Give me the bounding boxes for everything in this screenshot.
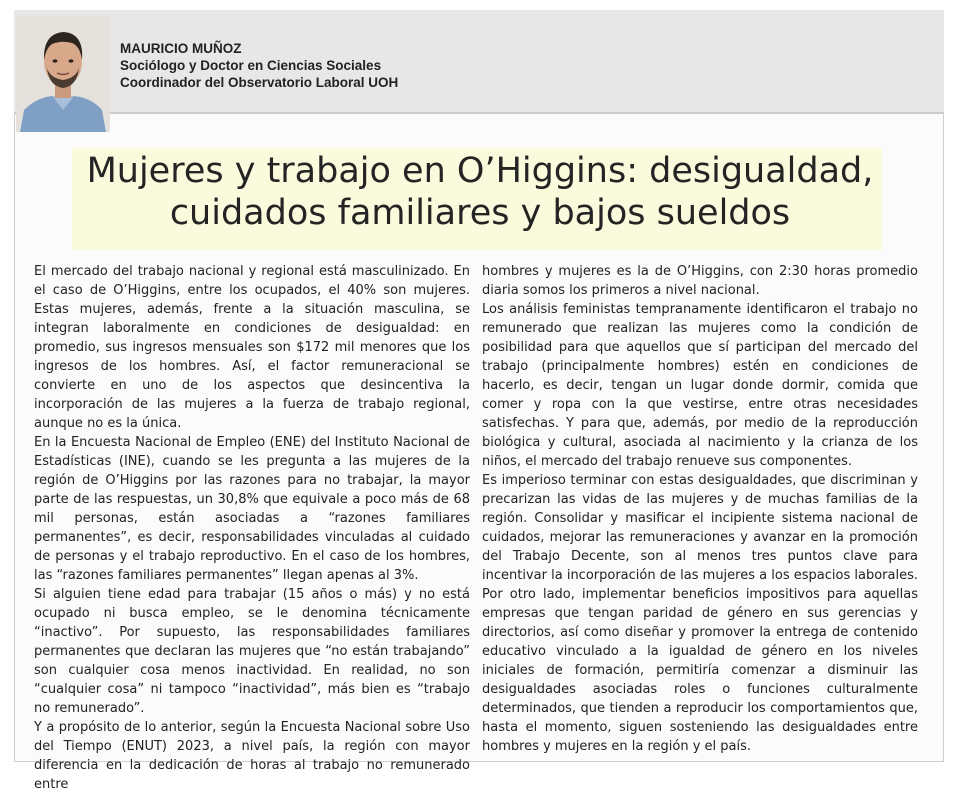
article-column-left <box>34 262 470 794</box>
headline-line-1: Mujeres y trabajo en O’Higgins: desigualdad, <box>86 151 874 191</box>
paragraph: Si alguien tiene edad para trabajar (15 años o más) y no está ocupado ni busca empleo, se le denomina técnicamente “inactivo”. Por supuesto, las responsabilidades familiares permanentes que declaran las mujeres que “no están trabajando” son cualquier cosa menos inactividad. En realidad, no son “cualquier cosa” ni tampoco “inactividad”, más bien es “trabajo no remunerado”. <box>34 587 470 716</box>
author-photo <box>16 16 110 132</box>
author-role: Coordinador del Observatorio Laboral UOH <box>120 75 399 90</box>
author-portrait-illustration <box>16 16 110 132</box>
author-byline <box>120 40 398 91</box>
paragraph: Es imperioso terminar con estas desigualdades, que discriminan y precarizan las vidas de las mujeres y de muchas familias de la región. Consolidar y masificar el incipiente sistema nacional de cuidados, mejorar las remuneraciones y avanzar en la promoción del Trabajo Decente, son al menos tres puntos clave para incentivar la incorporación de las mujeres a los espacios laborales. Por otro lado, implementar beneficios impositivos para aquellas empresas que tengan paridad de género en sus gerencias y directorios, así como diseñar y promover la entrega de contenido educativo vinculado a la igualdad de género en los niveles iniciales de formación, permitiría comenzar a disminuir las desigualdades asociadas roles o funciones culturalmente determinados, que tienden a reproducir los comportamientos que, hasta el momento, siguen sosteniendo las desigualdades entre hombres y mujeres en la región y el país. <box>482 473 918 754</box>
paragraph: El mercado del trabajo nacional y regional está masculinizado. En el caso de O’Higgins, entre los ocupados, el 40% son mujeres. Estas mujeres, además, frente a la situación masculina, se integran laboralmente en condiciones de desigualdad: en promedio, sus ingresos mensuales son $172 mil menores que los ingresos de los hombres. Así, el factor remuneracional se convierte en uno de los aspectos que desincentiva la incorporación de las mujeres a la fuerza de trabajo regional, aunque no es la única. <box>34 264 470 431</box>
headline <box>40 150 920 234</box>
paragraph: En la Encuesta Nacional de Empleo (ENE) del Instituto Nacional de Estadísticas (INE), cuando se les pregunta a las mujeres de la región de O’Higgins por las razones para no trabajar, la mayor parte de las respuestas, un 30,8% que equivale a poco más de 68 mil personas, están asociadas a “razones familiares permanentes”, es decir, responsabilidades vinculadas al cuidado de personas y el trabajo reproductivo. En el caso de los hombres, las “razones familiares permanentes” llegan apenas al 3%. <box>34 435 470 583</box>
paragraph: Los análisis feministas tempranamente identificaron el trabajo no remunerado que realizan las mujeres como la condición de posibilidad para que aquellos que sí participan del mercado del trabajo (principalmente hombres) estén en condiciones de hacerlo, es decir, tengan un lugar donde dormir, comida que comer y ropa con la que vestirse, entre otras necesidades satisfechas. Y para que, además, por medio de la reproducción biológica y cultural, asociada al nacimiento y la crianza de los niños, el mercado del trabajo renueve sus componentes. <box>482 302 918 469</box>
article-column-right <box>482 262 918 756</box>
author-name: MAURICIO MUÑOZ <box>120 41 242 56</box>
author-title: Sociólogo y Doctor en Ciencias Sociales <box>120 58 382 73</box>
paragraph: hombres y mujeres es la de O’Higgins, con 2:30 horas promedio diaria somos los primeros a nivel nacional. <box>482 264 918 298</box>
paragraph: Y a propósito de lo anterior, según la Encuesta Nacional sobre Uso del Tiempo (ENUT) 2023, a nivel país, la región con mayor diferencia en la dedicación de horas al trabajo no remunerado entre <box>34 720 470 792</box>
headline-line-2: cuidados familiares y bajos sueldos <box>169 193 791 233</box>
